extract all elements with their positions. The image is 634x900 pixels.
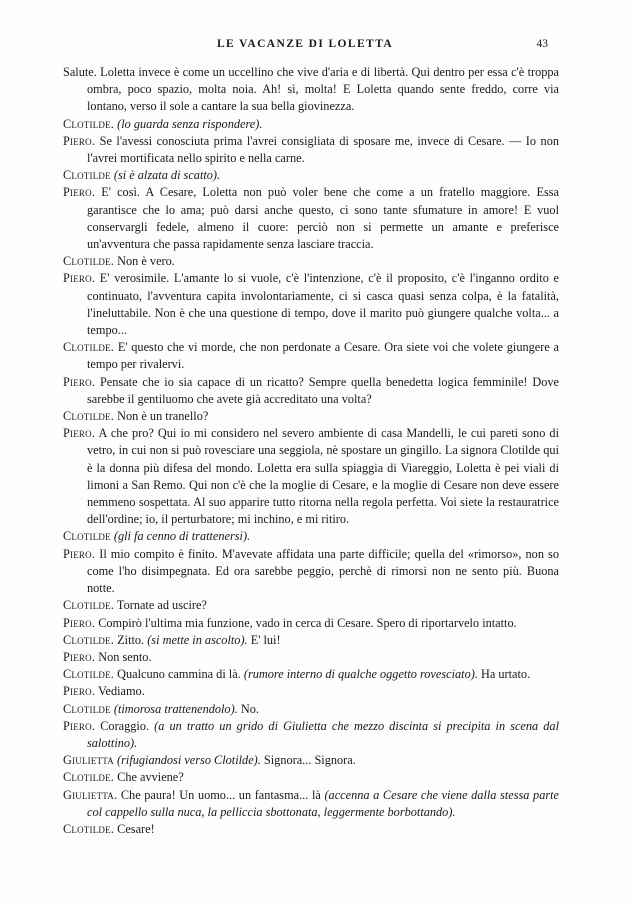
- spoken-line: Zitto.: [117, 632, 145, 647]
- speaker-name: Clotilde.: [63, 254, 115, 269]
- speaker-name: Piero.: [63, 133, 96, 148]
- spoken-line: A che pro? Qui io mi considero nel severo ambiente di casa Mandelli, le cui pareti sono di vetro, in cui non si può rovesciare una seggiola, nè spostare un gingillo. La signora Clotilde qui è la donna più difesa del mondo. Loletta era sulla spiaggia di Viareggio, Loletta è pei viali di limoni a San Remo. Qui non c'è che la moglie di Cesare, e la moglie di Cesare non deve essere nemmeno sospettata. Al suo apparire tutto ritorna nella regola perfetta. Voi siete la restauratrice dell'ordine; io, il perturbatore; mi inchino, e mi ritiro.: [87, 426, 559, 527]
- stage-direction: (lo guarda senza rispondere).: [117, 116, 263, 131]
- dialogue-turn: [63, 632, 559, 649]
- dialogue-turn: [63, 649, 559, 666]
- spoken-line: Ha urtato.: [480, 667, 531, 682]
- stage-direction: (a un tratto un grido di Giulietta che mezzo discinta si precipita in scena dal salottino).: [87, 718, 559, 750]
- dialogue-turn: [63, 116, 559, 133]
- spoken-line: Compirò l'ultima mia funzione, vado in cerca di Cesare. Spero di riportarvelo intatto.: [98, 615, 517, 630]
- spoken-line: E' lui!: [250, 632, 281, 647]
- spoken-line: E' così. A Cesare, Loletta non può voler bene che come a un fratello maggiore. Essa garantisce che lo ama; può darsi anche questo, ci sono tante sfumature in amore! E vuol conservargli fedele, almeno il cuore: perciò non si permette un amante e preferisce un'avventura che passa rapidamente senza lasciare traccia.: [87, 185, 559, 252]
- spoken-line: Cesare!: [117, 821, 155, 836]
- speaker-name: Piero.: [63, 374, 96, 389]
- stage-direction: (si mette in ascolto).: [147, 632, 248, 647]
- spoken-line: Se l'avessi conosciuta prima l'avrei consigliata di sposare me, invece di Cesare. — Io non l'avrei mortificata nello spirito e nella carne.: [87, 133, 559, 166]
- spoken-line: Tornate ad uscire?: [116, 598, 207, 613]
- dialogue-turn: [63, 253, 559, 270]
- speaker-name: Piero.: [63, 718, 96, 733]
- dialogue-turn: [63, 615, 559, 632]
- spoken-line: Vediamo.: [97, 684, 145, 699]
- spoken-line: No.: [240, 701, 259, 716]
- speaker-name: Clotilde.: [63, 770, 115, 785]
- speaker-name: Piero.: [63, 271, 96, 286]
- dialogue-turn: [63, 597, 559, 614]
- dialogue-turn: [63, 64, 559, 116]
- speaker-name: Giulietta: [63, 753, 114, 768]
- stage-direction: (gli fa cenno di trattenersi).: [113, 529, 251, 544]
- stage-direction: (accenna a Cesare che viene dalla stessa parte col cappello sulla nuca, la pelliccia sbottonata, leggermente borbottando).: [87, 787, 560, 819]
- spoken-line: Che avviene?: [117, 770, 184, 785]
- spoken-line: Il mio compito è finito. M'avevate affidata una parte difficile; quella del «rimorso», non so come l'ho disimpegnata. Ed ora sarebbe peggio, perchè di rimorsi non ne sento più. Buona notte.: [87, 546, 559, 596]
- spoken-line: Che paura! Un uomo... un fantasma... là: [120, 787, 321, 802]
- speaker-name: Clotilde.: [63, 409, 115, 424]
- speaker-name: Clotilde: [63, 701, 111, 716]
- speaker-name: Clotilde.: [63, 821, 115, 836]
- speaker-name: Giulietta.: [63, 787, 118, 802]
- dialogue-turn: [63, 270, 559, 339]
- spoken-line: Pensate che io sia capace di un ricatto? Sempre quella benedetta logica femminile! Dove sarebbe il gentiluomo che avete già accreditato una volta?: [87, 374, 559, 406]
- spoken-line: Coraggio.: [100, 718, 150, 733]
- speaker-name: Piero.: [63, 615, 96, 630]
- stage-direction: (rumore interno di qualche oggetto rovesciato).: [243, 667, 478, 682]
- dialogue-turn: [63, 184, 559, 253]
- dialogue-turn: [63, 683, 559, 700]
- speaker-name: Clotilde: [63, 529, 111, 544]
- stage-direction: (rifugiandosi verso Clotilde).: [117, 753, 261, 768]
- spoken-line: Qualcuno cammina di là.: [117, 667, 241, 682]
- spoken-line: E' questo che vi morde, che non perdonate a Cesare. Ora siete voi che volete giungere a tempo per rivalervi.: [87, 340, 559, 372]
- spoken-line: Non è un tranello?: [117, 409, 209, 424]
- dialogue-turn: [63, 787, 559, 821]
- dialogue-turn: [63, 339, 559, 373]
- speaker-name: Piero.: [63, 546, 96, 561]
- speaker-name: Clotilde.: [63, 340, 115, 355]
- spoken-line: Non è vero.: [117, 254, 175, 269]
- speaker-name: Clotilde.: [63, 667, 115, 682]
- running-title: LE VACANZE DI LOLETTA: [216, 38, 394, 50]
- spoken-line: Salute. Loletta invece è come un uccellino che vive d'aria e di libertà. Qui dentro per essa c'è troppa ombra, poco spazio, molta noia. Ah! sì, molta! E Loletta quando sente freddo, corre via lontano, verso il sole a cantare la sua bella giovinezza.: [63, 65, 559, 114]
- page-number: 43: [536, 38, 548, 50]
- dialogue-turn: [63, 769, 559, 786]
- speaker-name: Clotilde.: [63, 632, 115, 647]
- speaker-name: Piero.: [63, 649, 96, 664]
- stage-direction: (timorosa trattenendolo).: [113, 701, 238, 716]
- speaker-name: Piero.: [63, 426, 96, 441]
- dialogue-turn: [63, 666, 559, 683]
- dialogue-body: [63, 64, 559, 838]
- dialogue-turn: [63, 167, 559, 184]
- dialogue-turn: [63, 374, 559, 408]
- dialogue-turn: [63, 821, 559, 838]
- dialogue-turn: [63, 408, 559, 425]
- spoken-line: Signora... Signora.: [263, 753, 356, 768]
- speaker-name: Piero.: [63, 684, 96, 699]
- dialogue-turn: [63, 752, 559, 769]
- dialogue-turn: [63, 133, 559, 167]
- speaker-name: Clotilde.: [63, 598, 115, 613]
- stage-direction: (si è alzata di scatto).: [113, 168, 221, 183]
- speaker-name: Clotilde: [63, 168, 111, 183]
- speaker-name: Piero.: [63, 185, 96, 200]
- dialogue-turn: [63, 701, 559, 718]
- dialogue-turn: [63, 425, 559, 528]
- spoken-line: E' verosimile. L'amante lo si vuole, c'è l'intenzione, c'è il proposito, c'è l'inganno ordito e continuato, l'avventura capita involontariamente, ci si casca quasi senza colpa, è la fatalità, l'ineluttabile. Non è che una questione di tempo, dove il marito può giungere qualche volta... a tempo...: [87, 271, 559, 338]
- dialogue-turn: [63, 528, 559, 545]
- spoken-line: Non sento.: [98, 649, 152, 664]
- dialogue-turn: [63, 546, 559, 598]
- dialogue-turn: [63, 718, 559, 752]
- speaker-name: Clotilde.: [63, 116, 115, 131]
